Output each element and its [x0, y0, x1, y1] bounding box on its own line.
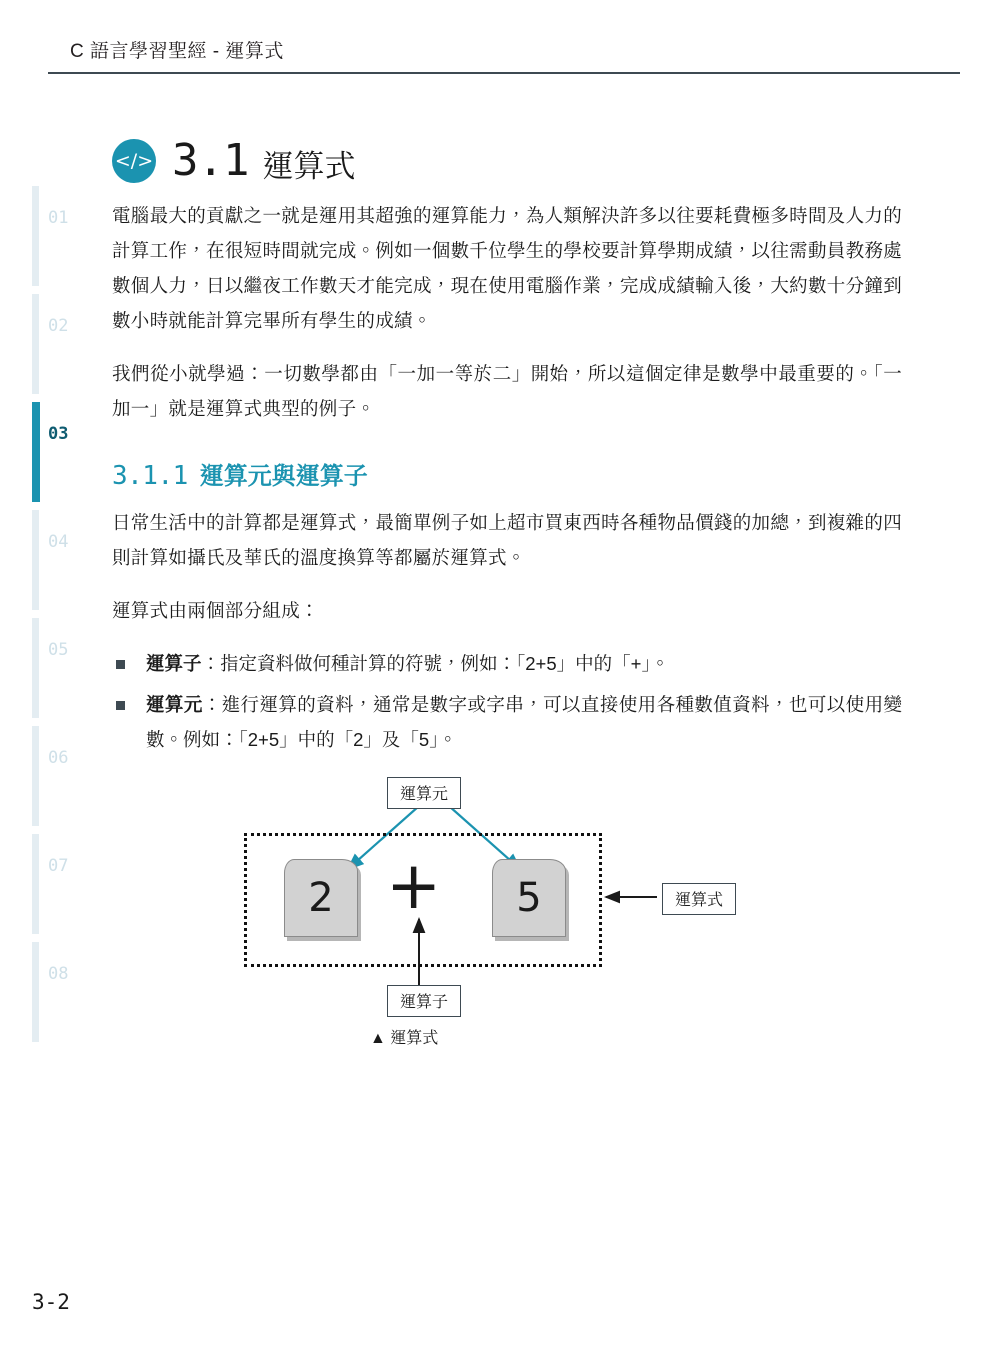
rail-segment-08 — [32, 942, 39, 1042]
section-paragraph-2: 我們從小就學過：一切數學都由「一加一等於二」開始，所以這個定律是數學中最重要的。「一加一」就是運算式典型的例子。 — [112, 363, 902, 419]
operand-right: 5 — [492, 859, 566, 937]
bullet-square-icon — [116, 660, 125, 669]
rail-number-02: 02 — [48, 316, 69, 336]
subsection-number: 3.1.1 — [112, 461, 188, 491]
rail-segment-02 — [32, 294, 39, 394]
chapter-rail — [32, 186, 69, 1116]
figure-label-expression: 運算式 — [662, 883, 736, 915]
term-operator-desc: ：指定資料做何種計算的符號，例如：「2+5」中的「+」。 — [201, 653, 670, 674]
rail-number-08: 08 — [48, 964, 69, 984]
code-icon: </> — [112, 139, 156, 183]
rail-segment-01 — [32, 186, 39, 286]
term-operand: 運算元 — [146, 694, 203, 715]
rail-number-01: 01 — [48, 208, 69, 228]
rail-number-04: 04 — [48, 532, 69, 552]
rail-segment-05 — [32, 618, 39, 718]
operator-plus: + — [386, 847, 442, 924]
page-number: 3-2 — [32, 1290, 70, 1314]
subsection-title: 運算元與運算子 — [199, 463, 368, 490]
operand-left: 2 — [284, 859, 358, 937]
figure-label-operator: 運算子 — [387, 985, 461, 1017]
rail-number-05: 05 — [48, 640, 69, 660]
term-operator: 運算子 — [146, 653, 202, 674]
section-heading — [112, 130, 902, 192]
subsection-paragraph-1: 日常生活中的計算都是運算式，最簡單例子如上超市買東西時各種物品價錢的加總，到複雜的四則計算如攝氏及華氏的溫度換算等都屬於運算式。 — [112, 512, 902, 568]
rail-segment-03 — [32, 402, 40, 502]
header-divider — [48, 72, 960, 74]
subsection-heading — [112, 456, 902, 491]
section-number: 3.1 — [172, 135, 249, 186]
page-content — [112, 130, 902, 1063]
term-operand-desc: ：進行運算的資料，通常是數字或字串，可以直接使用各種數值資料，也可以使用變數。例如：「2+5」中的「2」及「5」。 — [146, 694, 902, 750]
rail-segment-04 — [32, 510, 39, 610]
rail-segment-07 — [32, 834, 39, 934]
rail-number-07: 07 — [48, 856, 69, 876]
expression-diagram — [112, 773, 902, 1063]
header-title: C 語言學習聖經 - 運算式 — [70, 41, 284, 62]
rail-number-06: 06 — [48, 748, 69, 768]
rail-segment-06 — [32, 726, 39, 826]
bullet-square-icon — [116, 701, 125, 710]
figure-label-operand: 運算元 — [387, 777, 461, 809]
definition-list — [112, 646, 902, 757]
list-item — [112, 687, 902, 757]
rail-number-03: 03 — [48, 424, 69, 444]
section-title: 運算式 — [262, 148, 356, 184]
figure-caption: ▲ 運算式 — [370, 1030, 439, 1047]
subsection-paragraph-2: 運算式由兩個部分組成： — [112, 600, 319, 621]
list-item — [112, 646, 902, 681]
section-paragraph-1: 電腦最大的貢獻之一就是運用其超強的運算能力，為人類解決許多以往要耗費極多時間及人力的計算工作，在很短時間就完成。例如一個數千位學生的學校要計算學期成績，以往需動員教務處數個人力，日以繼夜工作數天才能完成，現在使用電腦作業，完成成績輸入後，大約數十分鐘到數小時就能計算完畢所有學生的成績。 — [112, 205, 902, 331]
page-header — [0, 0, 1000, 74]
